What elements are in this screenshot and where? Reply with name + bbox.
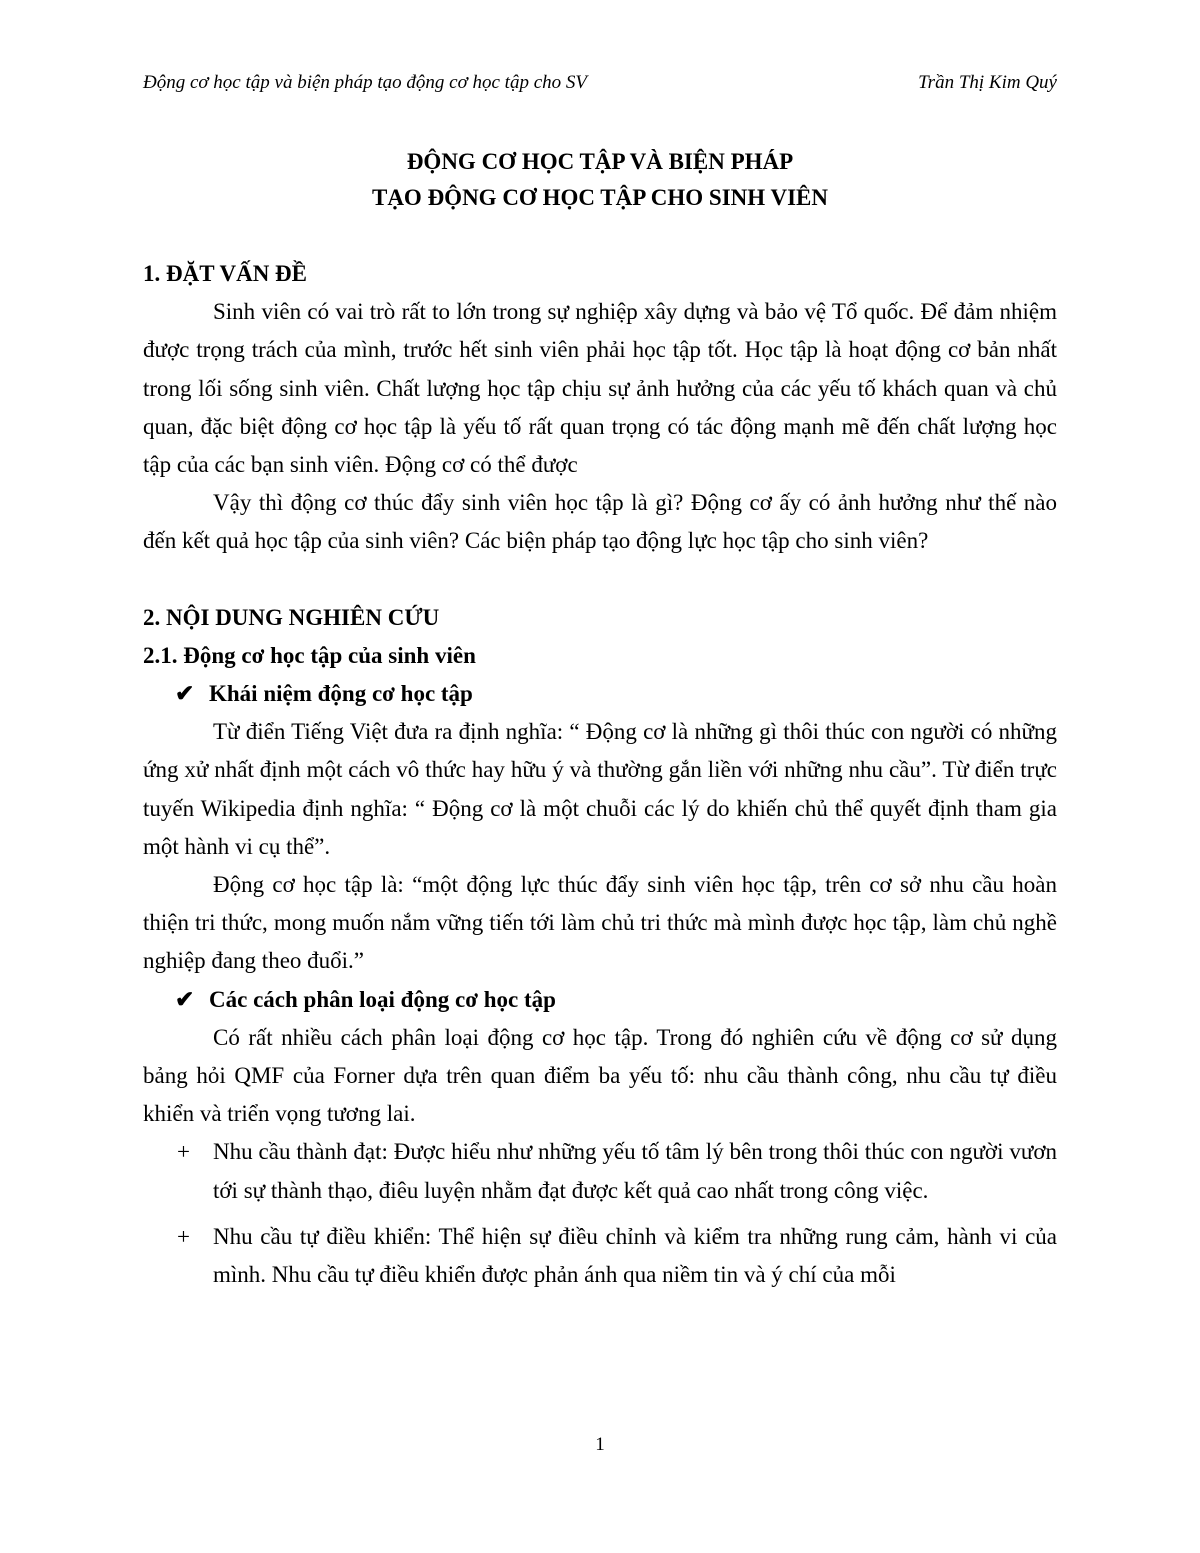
list-item-text: Nhu cầu tự điều khiển: Thể hiện sự điều chỉnh và kiểm tra những rung cảm, hành vi của mình. Nhu cầu tự điều khiển được phản ánh qua niềm tin và ý chí của mỗi — [213, 1223, 1057, 1288]
document-title — [143, 144, 1057, 216]
plus-bullet-icon: + — [177, 1139, 190, 1165]
running-header — [143, 72, 1057, 94]
list-item-text: Nhu cầu thành đạt: Được hiểu như những yếu tố tâm lý bên trong thôi thúc con người vươn tới sự thành thạo, điêu luyện nhằm đạt được kết quả cao nhất trong công việc. — [213, 1139, 1057, 1203]
plus-bullet-icon: + — [177, 1223, 190, 1249]
checkmark-icon: ✔ — [175, 986, 195, 1012]
classification-heading-text: Các cách phân loại động cơ học tập — [209, 986, 556, 1012]
document-body — [143, 255, 1057, 1294]
list-item — [143, 1133, 1057, 1209]
subsection-2-1-heading: 2.1. Động cơ học tập của sinh viên — [143, 642, 476, 668]
list-item — [143, 1218, 1057, 1294]
title-line-2: TẠO ĐỘNG CƠ HỌC TẬP CHO SINH VIÊN — [371, 185, 829, 210]
classification-heading — [143, 981, 1057, 1019]
concept-heading-text: Khái niệm động cơ học tập — [209, 681, 473, 707]
concept-paragraph-2: Động cơ học tập là: “một động lực thúc đẩy sinh viên học tập, trên cơ sở nhu cầu hoàn thiện tri thức, mong muốn nắm vững tiến tới làm chủ tri thức mà mình được học tập, làm chủ nghề nghiệp đang theo đuổi.” — [143, 872, 1057, 974]
classification-paragraph: Có rất nhiều cách phân loại động cơ học tập. Trong đó nghiên cứu về động cơ sử dụng bảng hỏi QMF của Forner dựa trên quan điểm ba yếu tố: nhu cầu thành công, nhu cầu tự điều khiển và triển vọng tương lai. — [143, 1024, 1057, 1127]
section-1-paragraph-1: Sinh viên có vai trò rất to lớn trong sự nghiệp xây dựng và bảo vệ Tổ quốc. Để đảm nhiệm được trọng trách của mình, trước hết sinh viên phải học tập tốt. Học tập là hoạt động cơ bản nhất trong lối sống sinh viên. Chất lượng học tập chịu sự ảnh hưởng của các yếu tố khách quan và chủ quan, đặc biệt động cơ học tập là yếu tố rất quan trọng có tác động mạnh mẽ đến chất lượng học tập của các bạn sinh viên. Động cơ có thể được — [143, 299, 1057, 478]
title-line-1: ĐỘNG CƠ HỌC TẬP VÀ BIỆN PHÁP — [406, 149, 794, 174]
header-author: Trần Thị Kim Quý — [918, 72, 1057, 93]
concept-paragraph-1: Từ điển Tiếng Việt đưa ra định nghĩa: “ Động cơ là những gì thôi thúc con người có những ứng xử nhất định một cách vô thức hay hữu ý và thường gắn liền với những nhu cầu”. Từ điển trực tuyến Wikipedia định nghĩa: “ Động cơ là một chuỗi các lý do khiến chủ thể quyết định tham gia một hành vi cụ thể”. — [143, 719, 1057, 859]
header-document-title: Động cơ học tập và biện pháp tạo động cơ học tập cho SV — [143, 72, 588, 93]
checkmark-icon: ✔ — [175, 681, 195, 707]
section-1-heading: 1. ĐẶT VẤN ĐỀ — [143, 261, 308, 286]
concept-heading — [143, 675, 1057, 713]
section-2-heading: 2. NỘI DUNG NGHIÊN CỨU — [143, 604, 440, 630]
page-number: 1 — [595, 1434, 605, 1455]
section-1-paragraph-2: Vậy thì động cơ thúc đẩy sinh viên học tập là gì? Động cơ ấy có ảnh hưởng như thế nào đến kết quả học tập của sinh viên? Các biện pháp tạo động lực học tập cho sinh viên? — [143, 490, 1057, 554]
